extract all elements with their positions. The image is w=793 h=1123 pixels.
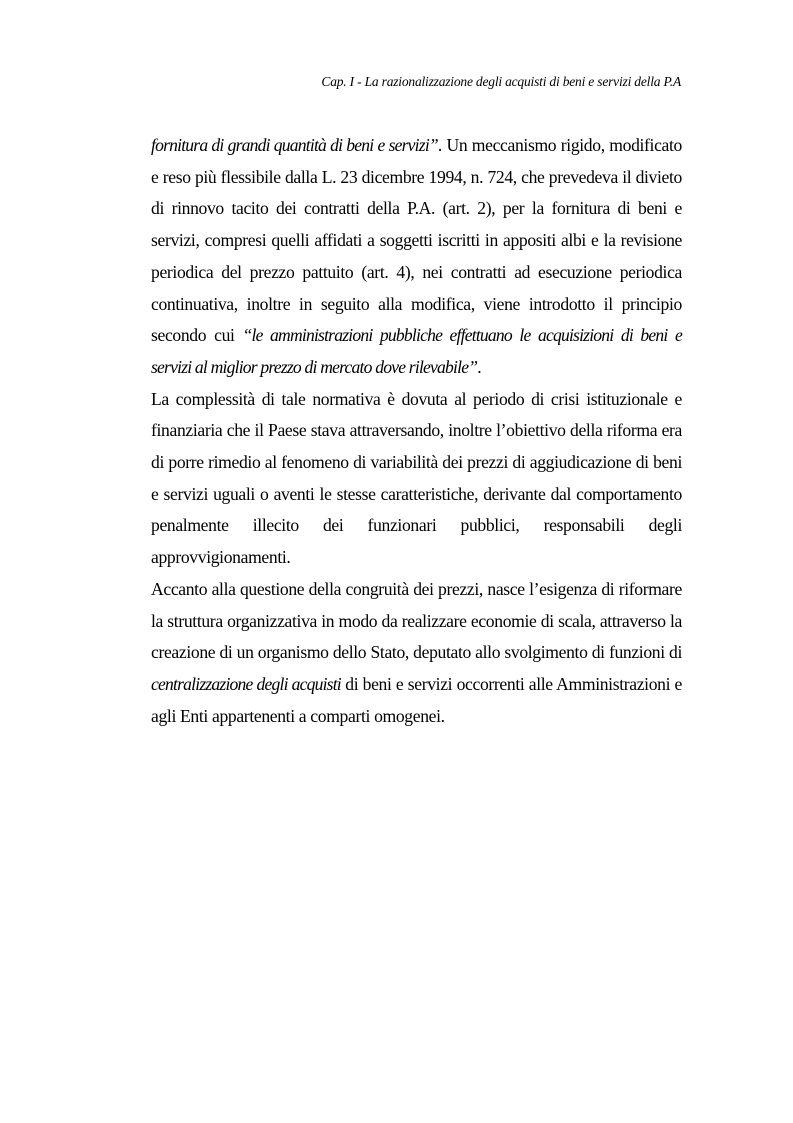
italic-quote-end: fornitura di grandi quantità di beni e servizi” [151,135,438,155]
paragraph-text: Accanto alla questione della congruità dei prezzi, nasce l’esigenza di riformare la struttura organizzativa in modo da realizzare economie di scala, attraverso la creazione di un organismo dello Stato, deputato allo svolgimento di funzioni di [151,578,682,663]
paragraph-text: La complessità di tale normativa è dovuta al periodo di crisi istituzionale e finanziaria che il Paese stava attraversando, inoltre l’obiettivo della riforma era di porre rimedio al fenomeno di variabilità dei prezzi di aggiudicazione di beni e servizi uguali o aventi le stesse caratteristiche, derivante dal comportamento penalmente illecito dei funzionari pubblici, responsabili degli approvvigionamenti. [151,388,682,568]
paragraph-text: di beni e servizi occorrenti alle Amministrazioni e agli Enti appartenenti a comparti omogenei. [151,673,682,726]
body-text [151,130,682,732]
paragraph-1 [151,130,682,384]
italic-term: centralizzazione degli acquisti [151,673,341,694]
paragraph-2 [151,384,682,574]
paragraph-text: . [477,356,482,377]
paragraph-text: . Un meccanismo rigido, modificato e reso più flessibile dalla L. 23 dicembre 1994, n. 724, che prevedeva il divieto di rinnovo tacito dei contratti della P.A. (art. 2), per la fornitura di beni e servizi, compresi quelli affidati a soggetti iscritti in appositi albi e la revisione periodica del prezzo pattuito (art. 4), nei contratti ad esecuzione periodica continuativa, inoltre in seguito alla modifica, viene introdotto il principio secondo cui [151,135,682,346]
italic-quote-principle: “le amministrazioni pubbliche effettuano le acquisizioni di beni e servizi al miglior prezzo di mercato dove rilevabile” [151,325,682,377]
paragraph-3 [151,574,682,733]
running-header: Cap. I - La razionalizzazione degli acquisti di beni e servizi della P.A [321,74,681,89]
